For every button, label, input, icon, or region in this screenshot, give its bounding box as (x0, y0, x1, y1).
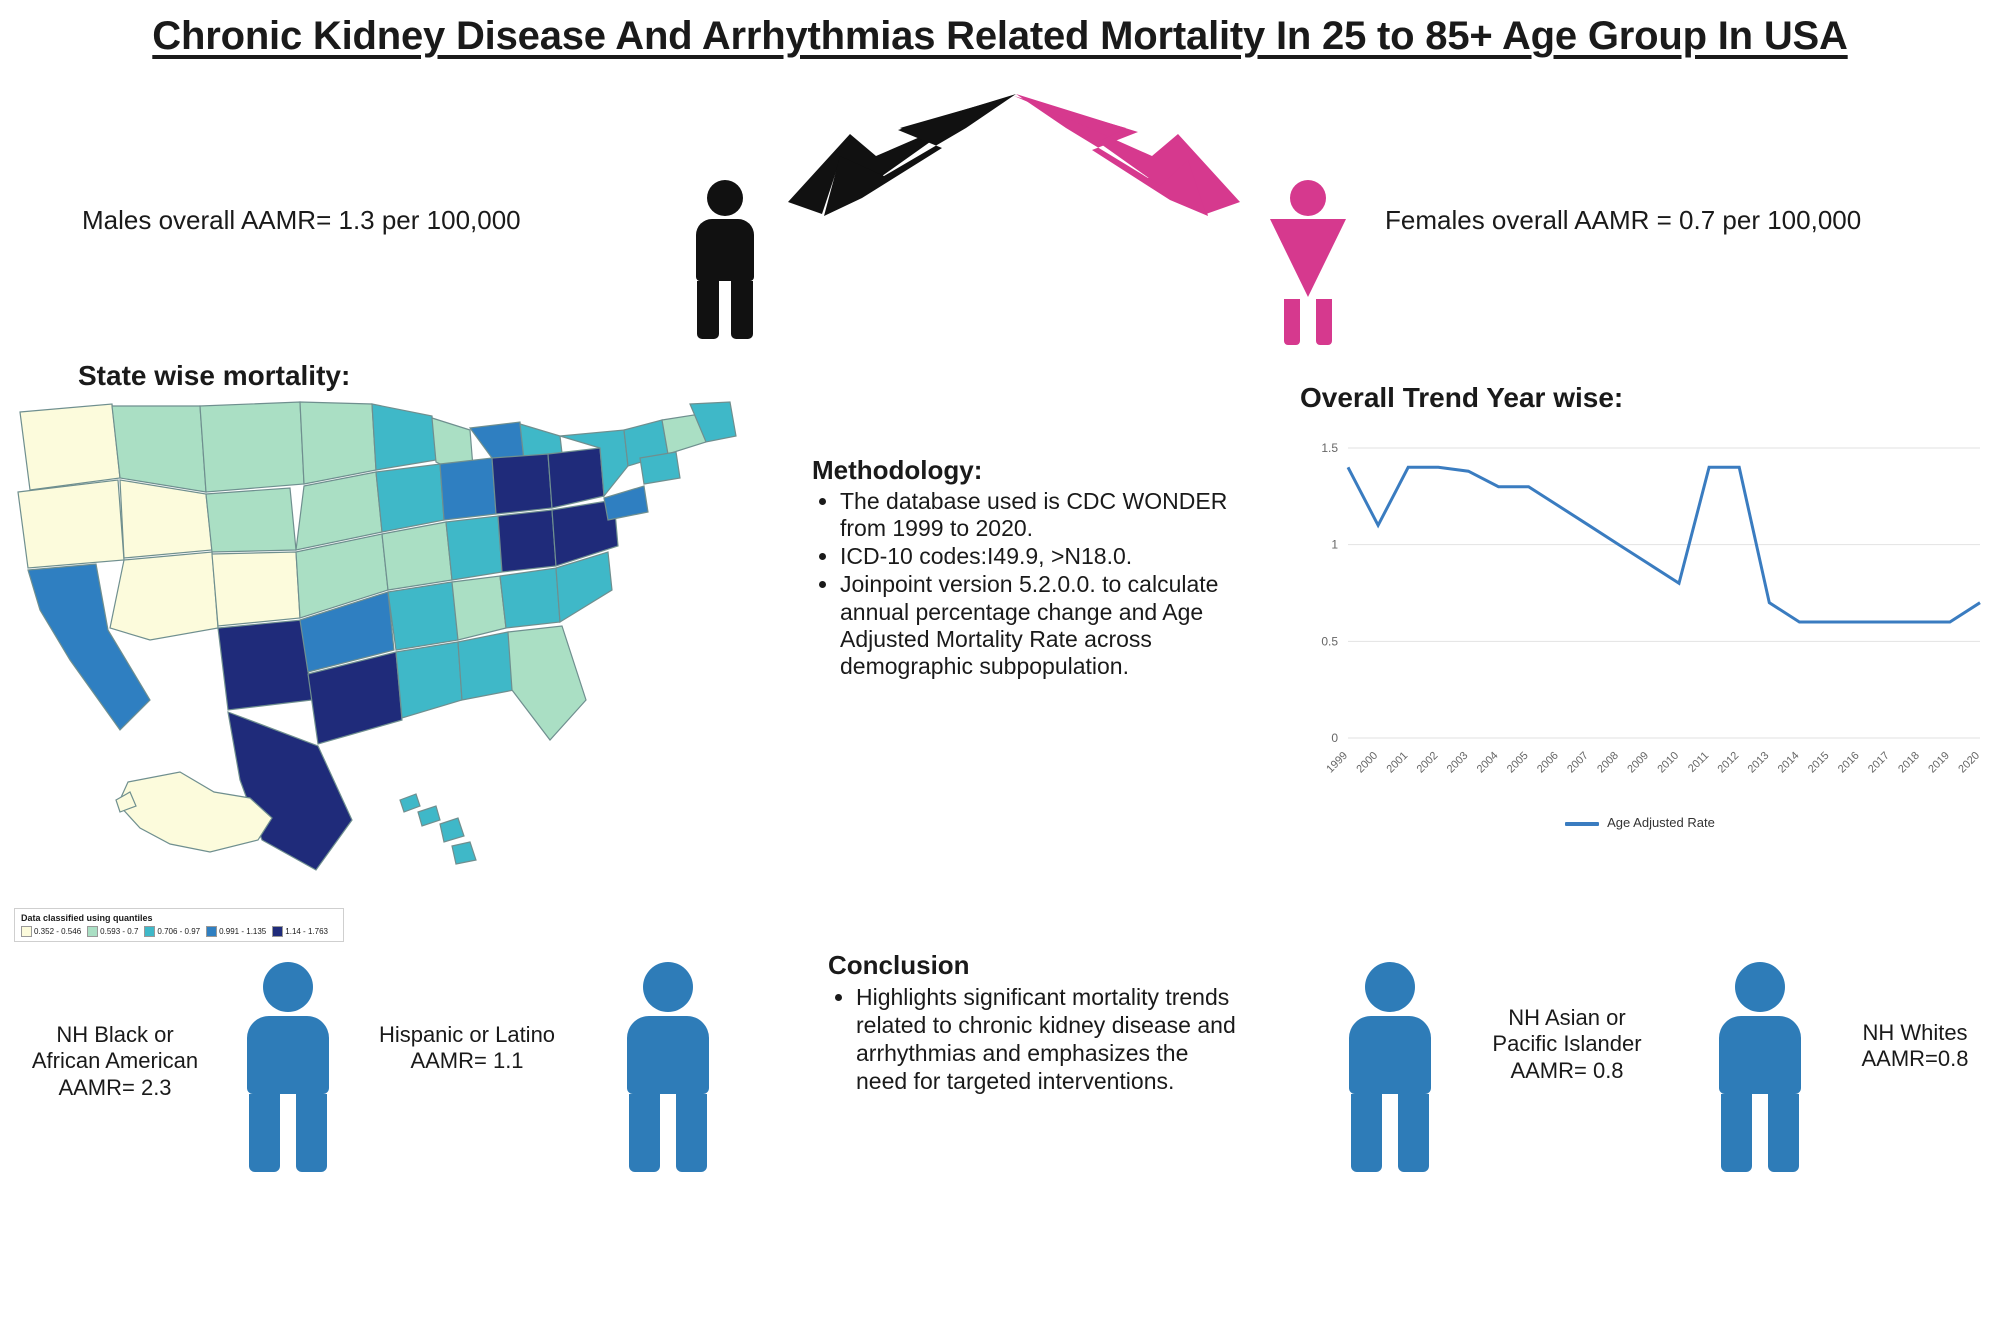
label-line: AAMR= 2.3 (58, 1074, 172, 1100)
state-hi-3 (440, 818, 464, 842)
svg-text:2007: 2007 (1565, 749, 1591, 776)
state-ky-w (446, 516, 502, 580)
legend-item (87, 926, 138, 937)
methodology-block (812, 455, 1232, 681)
legend-label-2: 0.593 - 0.7 (100, 927, 139, 936)
label-line: NH Whites (1862, 1020, 1968, 1045)
state-mo-w (382, 522, 452, 590)
map-legend (14, 908, 344, 942)
state-fl (508, 626, 586, 740)
map-legend-row (21, 926, 337, 937)
legend-item (206, 926, 266, 937)
trend-line-chart (1290, 430, 1990, 850)
svg-text:2014: 2014 (1775, 749, 1802, 776)
svg-text:2006: 2006 (1534, 749, 1561, 776)
state-or (18, 480, 124, 568)
svg-text:1: 1 (1331, 537, 1338, 552)
legs-shape (1349, 1094, 1431, 1172)
male-torso-shape (696, 219, 754, 281)
state-hi-2 (418, 806, 440, 826)
torso-shape (1719, 1016, 1801, 1094)
figure-icon-nh-black (228, 962, 348, 1172)
legend-item (144, 926, 200, 937)
torso-shape (247, 1016, 329, 1094)
chart-legend-swatch (1565, 822, 1599, 826)
state-hi-1 (400, 794, 420, 812)
conclusion-block (828, 950, 1238, 1095)
usa-choropleth-map (0, 400, 800, 900)
state-ia (376, 464, 444, 532)
label-line: AAMR= 0.8 (1510, 1057, 1624, 1083)
conclusion-heading: Conclusion (828, 950, 970, 980)
trend-heading: Overall Trend Year wise: (1300, 382, 1624, 413)
legend-label-3: 0.706 - 0.97 (157, 927, 201, 936)
chart-gridlines (1348, 448, 1980, 738)
state-ut-co (212, 552, 300, 626)
svg-text:2002: 2002 (1414, 749, 1441, 776)
legs-shape (247, 1094, 329, 1172)
state-hi-4 (452, 842, 476, 864)
map-svg (0, 400, 800, 900)
male-legs-shape (696, 281, 754, 339)
state-id-n (112, 406, 206, 492)
svg-text:2005: 2005 (1504, 749, 1531, 776)
male-head-shape (707, 180, 743, 216)
label-hispanic (352, 1022, 582, 1075)
map-legend-title: Data classified using quantiles (21, 913, 153, 923)
svg-text:2012: 2012 (1715, 749, 1742, 776)
chart-y-tick-labels (1321, 441, 1338, 745)
svg-text:0: 0 (1331, 731, 1338, 745)
state-ar-w (388, 582, 458, 650)
svg-text:2017: 2017 (1866, 749, 1892, 776)
svg-text:2015: 2015 (1805, 749, 1832, 776)
svg-text:2011: 2011 (1686, 749, 1712, 775)
label-line: Pacific Islander (1492, 1031, 1642, 1057)
legend-label-5: 1.14 - 1.763 (285, 927, 328, 936)
legend-swatch-4 (206, 926, 217, 937)
legs-shape (627, 1094, 709, 1172)
svg-text:2004: 2004 (1474, 749, 1501, 776)
figure-icon-nh-asian (1330, 962, 1450, 1172)
methodology-heading: Methodology: (812, 455, 983, 485)
male-figure-icon (690, 180, 760, 340)
state-nm (218, 620, 312, 710)
female-head-shape (1290, 180, 1326, 216)
legend-swatch-5 (272, 926, 283, 937)
head-shape (263, 962, 313, 1012)
state-nd (300, 402, 376, 484)
svg-text:1999: 1999 (1324, 749, 1351, 776)
svg-text:1.5: 1.5 (1321, 441, 1338, 455)
methodology-list (812, 488, 1232, 680)
state-in-oh (492, 454, 552, 514)
label-line: African American (31, 1048, 199, 1074)
figure-icon-nh-white (1700, 962, 1820, 1172)
figure-icon-hispanic (608, 962, 728, 1172)
list-item: • The database used is CDC WONDER from 1999 to 2020. (840, 488, 1232, 542)
svg-text:2018: 2018 (1896, 749, 1922, 776)
state-wy (206, 488, 296, 552)
chart-svg (1290, 430, 1990, 830)
head-shape (1365, 962, 1415, 1012)
svg-text:2016: 2016 (1835, 749, 1862, 776)
torso-shape (627, 1016, 709, 1094)
label-line: NH Black or (56, 1022, 174, 1047)
state-mortality-heading: State wise mortality: (78, 360, 351, 391)
state-al (458, 632, 514, 700)
state-ms (452, 576, 506, 640)
page-title: Chronic Kidney Disease And Arrhythmias Related Mortality In 25 to 85+ Age Group In USA (152, 14, 1848, 58)
legs-shape (1719, 1094, 1801, 1172)
list-item: • Joinpoint version 5.2.0.0. to calculate annual percentage change and Age Adjusted Mortality Rate across demographic subpopulation. (840, 571, 1232, 680)
state-az (110, 552, 218, 640)
state-nv (120, 480, 212, 558)
legend-item (21, 926, 81, 937)
state-tn (498, 510, 556, 572)
state-nj-md (640, 452, 680, 484)
state-de-md (604, 486, 648, 520)
label-line: AAMR=0.8 (1861, 1046, 1969, 1072)
list-item: • Highlights significant mortality trends related to chronic kidney disease and arrhythmias and emphasizes the need for targeted interventions. (856, 983, 1238, 1095)
label-nh-asian (1452, 1005, 1682, 1084)
female-figure-icon (1268, 180, 1348, 340)
label-nh-white (1830, 1020, 2000, 1073)
female-dress-shape (1270, 219, 1346, 297)
arrow-left-black-icon (780, 90, 1020, 220)
state-il (440, 458, 496, 520)
chart-legend (1290, 815, 1990, 830)
label-line: Hispanic or Latino (378, 1022, 556, 1047)
state-wa (20, 404, 120, 490)
legend-swatch-3 (144, 926, 155, 937)
legend-swatch-2 (87, 926, 98, 937)
legend-label-1: 0.352 - 0.546 (34, 927, 82, 936)
svg-text:2020: 2020 (1956, 749, 1983, 776)
head-shape (643, 962, 693, 1012)
legend-swatch-1 (21, 926, 32, 937)
chart-legend-label: Age Adjusted Rate (1607, 815, 1715, 830)
female-aamr-label: Females overall AAMR = 0.7 per 100,000 (1385, 205, 1862, 235)
arrow-right-pink-icon (1010, 90, 1250, 220)
label-line: AAMR= 1.1 (410, 1048, 524, 1074)
state-wv-va (548, 448, 604, 508)
svg-text:2003: 2003 (1444, 749, 1471, 776)
chart-x-tick-labels (1324, 750, 1982, 776)
legend-item (272, 926, 328, 937)
legend-label-4: 0.991 - 1.135 (219, 927, 267, 936)
male-aamr-label: Males overall AAMR= 1.3 per 100,000 (82, 205, 521, 235)
svg-text:2010: 2010 (1655, 749, 1682, 776)
svg-text:2008: 2008 (1595, 749, 1621, 776)
state-wi (470, 422, 524, 460)
label-nh-black (10, 1022, 220, 1101)
svg-text:2009: 2009 (1625, 749, 1652, 776)
svg-text:2000: 2000 (1354, 749, 1381, 776)
label-line: NH Asian or (1508, 1005, 1626, 1030)
torso-shape (1349, 1016, 1431, 1094)
list-item: • ICD-10 codes:I49.9, >N18.0. (840, 543, 1232, 570)
svg-text:2001: 2001 (1384, 749, 1411, 776)
head-shape (1735, 962, 1785, 1012)
state-ga (500, 568, 560, 628)
state-mt (200, 402, 304, 492)
state-la-w (396, 642, 462, 718)
female-legs-shape (1278, 299, 1338, 345)
svg-text:0.5: 0.5 (1321, 634, 1338, 649)
svg-text:2019: 2019 (1926, 749, 1953, 776)
svg-text:2013: 2013 (1745, 749, 1772, 776)
state-mn-w (372, 404, 436, 470)
conclusion-list (828, 983, 1238, 1095)
